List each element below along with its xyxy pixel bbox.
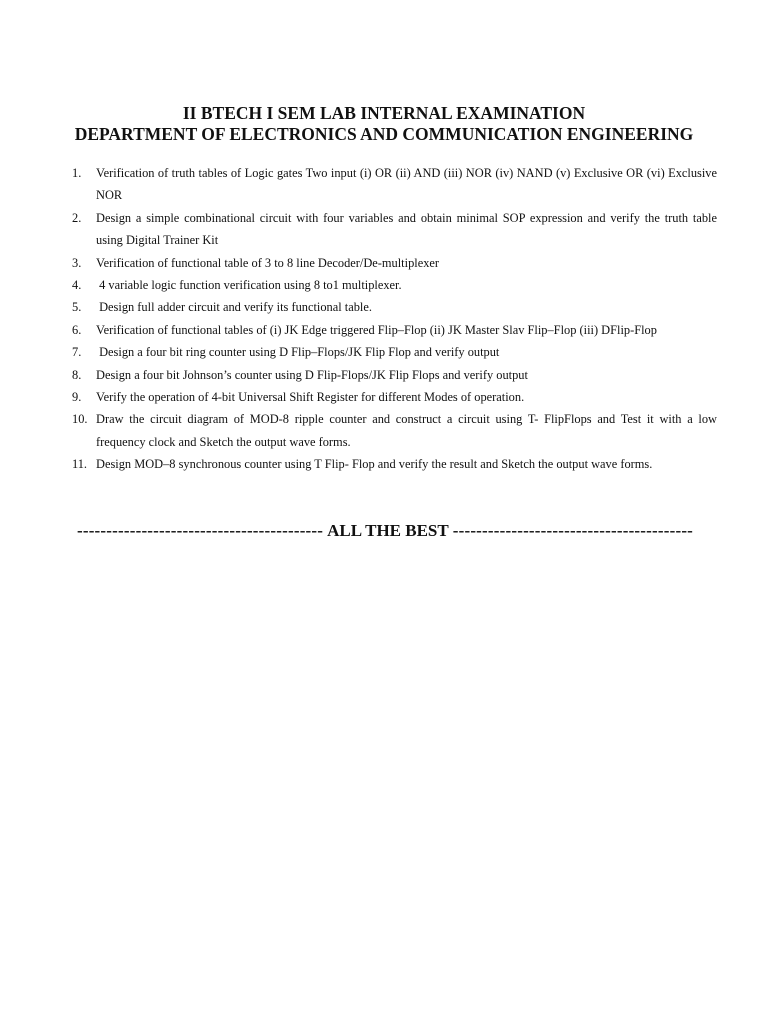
right-dash-rule: ----------------------------------------- [452, 521, 694, 540]
list-item-number: 5. [72, 300, 82, 315]
list-item [72, 319, 717, 341]
list-item-text: Verify the operation of 4-bit Universal Shift Register for different Modes of operation. [96, 390, 525, 405]
list-item-number: 2. [72, 210, 82, 225]
list-item-text: 4 variable logic function verification using 8 to1 multiplexer. [96, 278, 402, 293]
list-item [72, 207, 717, 252]
list-item-number: 11. [72, 457, 88, 472]
document-header [0, 103, 768, 145]
list-item [72, 296, 717, 318]
list-item-text: Verification of truth tables of Logic gates Two input (i) OR (ii) AND (iii) NOR (iv) NAND (v) Exclusive OR (vi) Exclusive NOR [96, 166, 717, 203]
list-item-number: 8. [72, 367, 82, 382]
list-item [72, 252, 717, 274]
list-item [72, 274, 717, 296]
list-item-text: Design MOD–8 synchronous counter using T Flip- Flop and verify the result and Sketch the output wave forms. [96, 457, 653, 472]
list-item [72, 386, 717, 408]
list-item [72, 162, 717, 207]
list-item-number: 9. [72, 390, 82, 405]
list-item-text: Design a four bit ring counter using D Flip–Flops/JK Flip Flop and verify output [96, 345, 500, 360]
list-item-number: 4. [72, 278, 82, 293]
exam-title: II BTECH I SEM LAB INTERNAL EXAMINATION [182, 103, 586, 123]
list-item [72, 341, 717, 363]
list-item-text: Verification of functional table of 3 to 8 line Decoder/De-multiplexer [96, 255, 440, 270]
list-item [72, 408, 717, 453]
list-item-number: 3. [72, 255, 82, 270]
list-item [72, 364, 717, 386]
list-item-number: 6. [72, 322, 82, 337]
list-item-number: 1. [72, 166, 82, 180]
list-item-text: Design full adder circuit and verify its functional table. [96, 300, 372, 315]
list-item-text: Design a simple combinational circuit with four variables and obtain minimal SOP expression and verify the truth table using Digital Trainer Kit [96, 210, 717, 248]
experiment-list [72, 162, 717, 476]
left-dash-rule: ------------------------------------------ [76, 521, 324, 540]
list-item [72, 453, 717, 475]
closing-message: ALL THE BEST [327, 521, 449, 540]
list-item-text: Design a four bit Johnson’s counter using D Flip-Flops/JK Flip Flops and verify output [96, 367, 528, 382]
department-title: DEPARTMENT OF ELECTRONICS AND COMMUNICATION ENGINEERING [74, 124, 694, 144]
list-item-text: Draw the circuit diagram of MOD-8 ripple counter and construct a circuit using T- FlipFlops and Test it with a low frequency clock and Sketch the output wave forms. [96, 412, 717, 449]
list-item-text: Verification of functional tables of (i) JK Edge triggered Flip–Flop (ii) JK Master Slav Flip–Flop (iii) DFlip-Flop [96, 322, 657, 337]
list-item-number: 7. [72, 345, 82, 360]
list-item-number: 10. [72, 412, 88, 427]
closing-banner [74, 520, 696, 542]
